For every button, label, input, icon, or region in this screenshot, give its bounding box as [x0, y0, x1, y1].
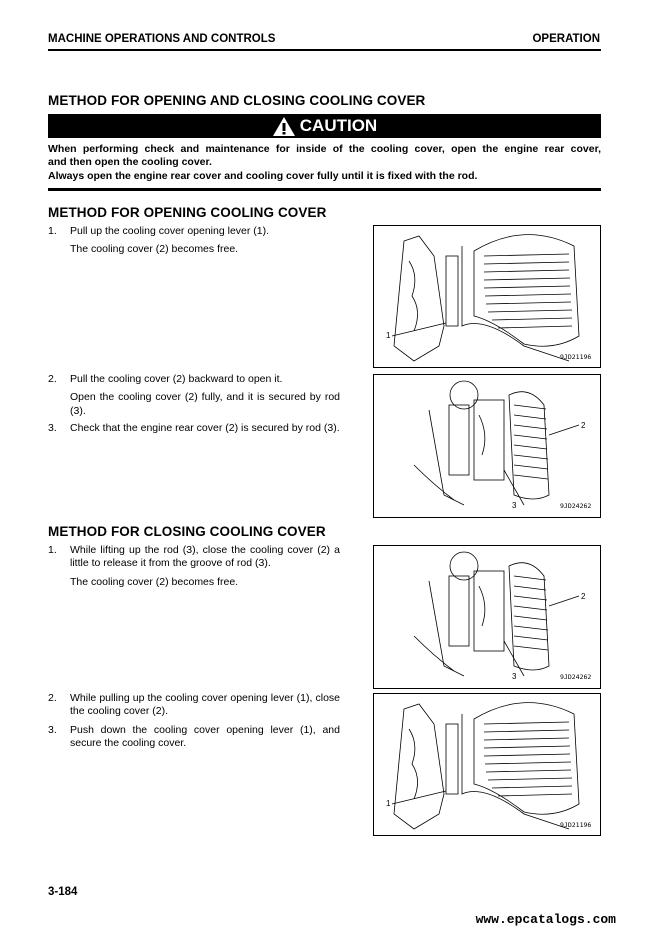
caution-line: When performing check and maintenance for inside of the cooling cover, open the engine rear cover, [48, 143, 601, 155]
caution-line: Always open the engine rear cover and cooling cover fully until it is fixed with the rod. [48, 169, 478, 182]
rod-illustration [374, 375, 600, 517]
step-text: Check that the engine rear cover (2) is secured by rod (3). [70, 422, 340, 434]
step-number: 2. [48, 692, 57, 704]
lever-illustration [374, 694, 600, 835]
caution-rule [48, 188, 601, 191]
step-note: The cooling cover (2) becomes free. [70, 575, 239, 588]
callout-label: 3 [512, 672, 517, 681]
callout-label: 1 [386, 331, 391, 340]
step-number: 1. [48, 544, 57, 556]
caution-label: CAUTION [299, 116, 378, 135]
callout-label: 1 [386, 799, 391, 808]
lever-illustration [374, 226, 600, 367]
header-rule [48, 49, 601, 51]
running-header-right: OPERATION [532, 33, 600, 45]
running-header-left: MACHINE OPERATIONS AND CONTROLS [48, 33, 276, 45]
closing-title: METHOD FOR CLOSING COOLING COVER [48, 524, 326, 539]
opening-step-3 [48, 422, 340, 435]
page-number: 3-184 [48, 886, 78, 898]
figure-cooling-cover-rod [373, 545, 601, 689]
closing-step-1 [48, 544, 340, 589]
step-note: The cooling cover (2) becomes free. [70, 243, 239, 256]
step-number: 3. [48, 422, 57, 434]
rod-illustration [374, 546, 600, 688]
figure-cooling-cover-rod [373, 374, 601, 518]
caution-line: and then open the cooling cover. [48, 156, 212, 169]
section-title: METHOD FOR OPENING AND CLOSING COOLING COVER [48, 93, 426, 108]
figure-code: 9JD21196 [560, 821, 592, 829]
opening-step-1 [48, 225, 340, 257]
figure-code: 9JD24262 [560, 502, 592, 510]
step-text: Push down the cooling cover opening lever (1), and secure the cooling cover. [70, 724, 340, 750]
step-note: Open the cooling cover (2) fully, and it is secured by rod (3). [70, 391, 340, 417]
caution-text [48, 143, 601, 183]
step-text: While pulling up the cooling cover opening lever (1), close the cooling cover (2). [70, 692, 340, 718]
callout-label: 2 [581, 592, 586, 601]
figure-code: 9JD21196 [560, 353, 592, 361]
figure-cooling-cover-lever [373, 693, 601, 836]
warning-triangle-icon [272, 116, 296, 137]
step-number: 1. [48, 225, 57, 237]
step-number: 3. [48, 724, 57, 736]
callout-label: 2 [581, 421, 586, 430]
closing-step-3 [48, 724, 340, 751]
opening-title: METHOD FOR OPENING COOLING COVER [48, 205, 327, 220]
step-number: 2. [48, 373, 57, 385]
step-text: Pull up the cooling cover opening lever (1). [70, 225, 270, 237]
callout-label: 3 [512, 501, 517, 510]
figure-code: 9JD24262 [560, 673, 592, 681]
closing-step-2 [48, 692, 340, 719]
watermark-link[interactable]: www.epcatalogs.com [475, 912, 616, 927]
opening-step-2 [48, 373, 340, 418]
caution-banner [48, 114, 601, 138]
step-text: Pull the cooling cover (2) backward to open it. [70, 373, 283, 385]
step-text: While lifting up the rod (3), close the cooling cover (2) a little to release it from the groove of rod (3). [70, 544, 340, 570]
figure-cooling-cover-lever [373, 225, 601, 368]
